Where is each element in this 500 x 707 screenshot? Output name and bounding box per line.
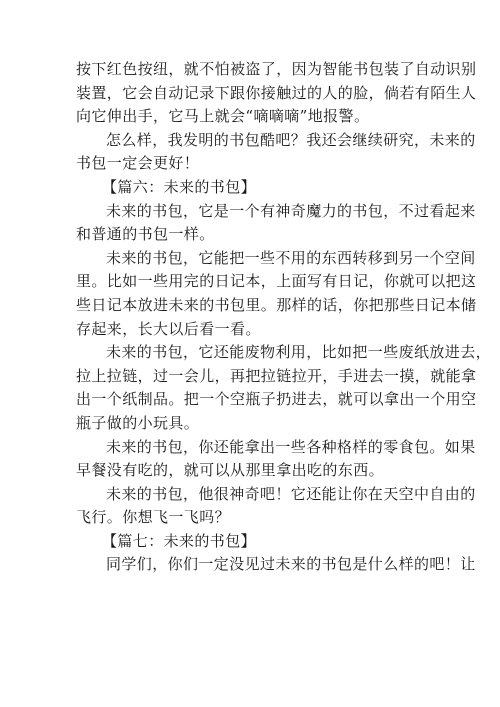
text-line: 出一个纸制品。把一个空瓶子扔进去，就可以拿出一个用空 xyxy=(76,390,477,409)
text-line: 瓶子做的小玩具。 xyxy=(76,413,200,432)
text-line: 早餐没有吃的，就可以从那里拿出吃的东西。 xyxy=(76,461,385,480)
text-line: 存起来，长大以后看一看。 xyxy=(76,319,261,338)
paragraph-start-line: 未来的书包，他很神奇吧！它还能让你在天空中自由的 xyxy=(106,484,476,503)
paragraph-start-line: 未来的书包，它是一个有神奇魔力的书包，不过看起来 xyxy=(106,201,476,220)
text-line: 飞行。你想飞一飞吗？ xyxy=(76,508,231,527)
paragraph-start-line: 怎么样，我发明的书包酷吧？我还会继续研究，未来的 xyxy=(106,130,476,149)
document-page xyxy=(76,58,492,577)
section-heading: 【篇七：未来的书包】 xyxy=(102,531,257,550)
text-line: 向它伸出手，它马上就会“嘀嘀嘀”地报警。 xyxy=(76,107,370,126)
text-line: 拉上拉链，过一会儿，再把拉链拉开，手进去一摸，就能拿 xyxy=(76,366,477,385)
paragraph-start-line: 未来的书包，它能把一些不用的东西转移到另一个空间 xyxy=(106,248,476,267)
text-line: 和普通的书包一样。 xyxy=(76,225,215,244)
text-line: 装置，它会自动记录下跟你接触过的人的脸，倘若有陌生人 xyxy=(76,83,477,102)
paragraph-start-line: 未来的书包，你还能拿出一些各种格样的零食包。如果 xyxy=(106,437,476,456)
text-line: 书包一定会更好！ xyxy=(76,154,200,173)
text-line: 按下红色按纽，就不怕被盗了，因为智能书包装了自动识别 xyxy=(76,60,477,78)
text-line: 些日记本放进未来的书包里。那样的话，你把那些日记本储 xyxy=(76,295,477,314)
section-heading: 【篇六：未来的书包】 xyxy=(102,177,257,196)
paragraph-start-line: 同学们，你们一定没见过未来的书包是什么样的吧！让 xyxy=(106,555,476,574)
paragraph-start-line: 未来的书包，它还能废物利用，比如把一些废纸放进去， xyxy=(106,343,492,362)
text-line: 里。比如一些用完的日记本，上面写有日记，你就可以把这 xyxy=(76,272,477,291)
